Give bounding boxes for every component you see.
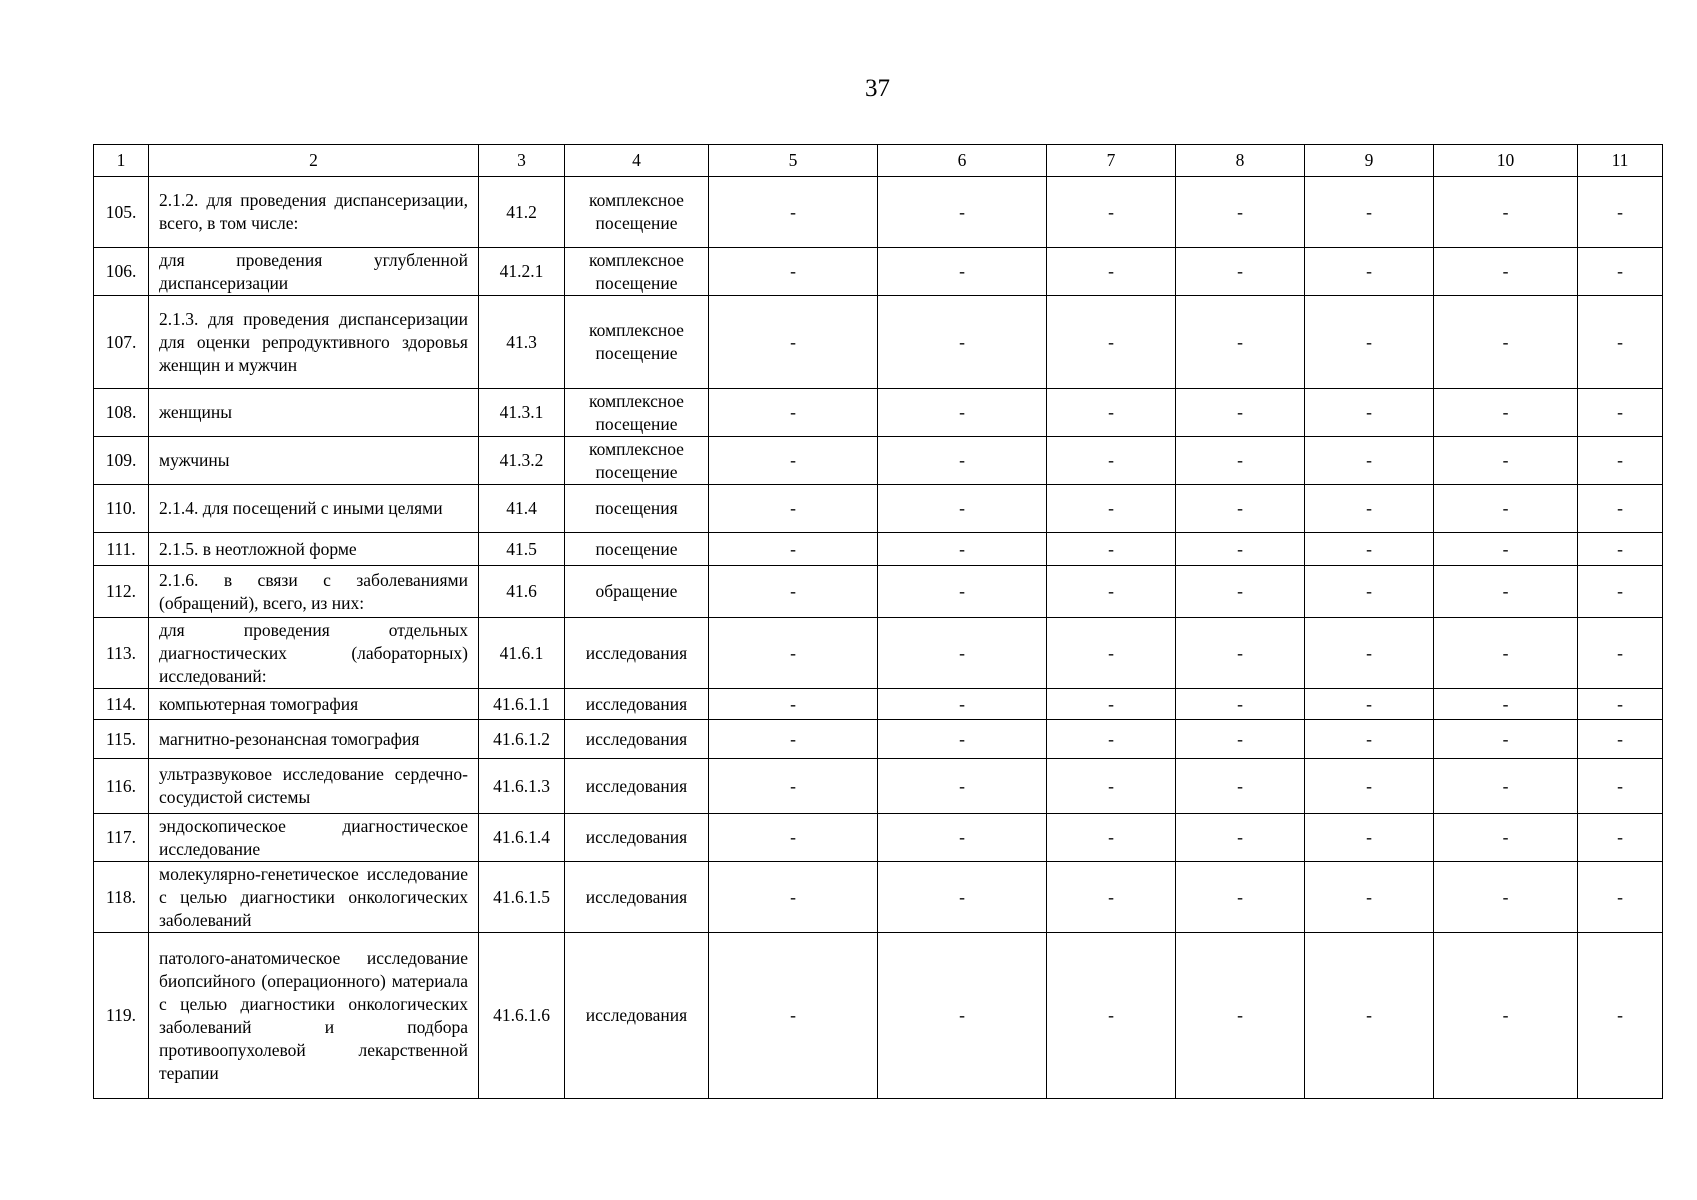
row-number-cell: 109. bbox=[94, 437, 149, 485]
value-cell-col-5: - bbox=[709, 296, 878, 389]
value-cell-col-11: - bbox=[1578, 862, 1663, 933]
value-cell-col-9: - bbox=[1305, 389, 1434, 437]
row-code-cell: 41.3.1 bbox=[479, 389, 565, 437]
table-row bbox=[94, 689, 1663, 720]
row-number-cell: 112. bbox=[94, 566, 149, 618]
value-cell-col-8: - bbox=[1176, 618, 1305, 689]
row-code-cell: 41.6.1.5 bbox=[479, 862, 565, 933]
value-cell-col-10: - bbox=[1434, 759, 1578, 814]
table-row bbox=[94, 566, 1663, 618]
indicator-name-cell: ультразвуковое исследование сердечно-сосудистой системы bbox=[149, 759, 479, 814]
row-number-cell: 119. bbox=[94, 933, 149, 1099]
value-cell-col-8: - bbox=[1176, 862, 1305, 933]
table-row bbox=[94, 814, 1663, 862]
table-row bbox=[94, 389, 1663, 437]
value-cell-col-10: - bbox=[1434, 720, 1578, 759]
value-cell-col-5: - bbox=[709, 720, 878, 759]
value-cell-col-11: - bbox=[1578, 933, 1663, 1099]
page-number: 37 bbox=[865, 75, 890, 102]
value-cell-col-7: - bbox=[1047, 933, 1176, 1099]
table-row bbox=[94, 296, 1663, 389]
row-code-cell: 41.6.1 bbox=[479, 618, 565, 689]
value-cell-col-9: - bbox=[1305, 296, 1434, 389]
value-cell-col-11: - bbox=[1578, 689, 1663, 720]
value-cell-col-5: - bbox=[709, 759, 878, 814]
value-cell-col-5: - bbox=[709, 485, 878, 533]
value-cell-col-6: - bbox=[878, 566, 1047, 618]
value-cell-col-7: - bbox=[1047, 296, 1176, 389]
unit-cell: комплексное посещение bbox=[565, 177, 709, 248]
row-number-cell: 106. bbox=[94, 248, 149, 296]
value-cell-col-11: - bbox=[1578, 177, 1663, 248]
value-cell-col-11: - bbox=[1578, 248, 1663, 296]
value-cell-col-6: - bbox=[878, 720, 1047, 759]
row-number-cell: 110. bbox=[94, 485, 149, 533]
indicator-name-cell: 2.1.5. в неотложной форме bbox=[149, 533, 479, 566]
value-cell-col-9: - bbox=[1305, 759, 1434, 814]
table-row bbox=[94, 248, 1663, 296]
value-cell-col-7: - bbox=[1047, 177, 1176, 248]
value-cell-col-10: - bbox=[1434, 814, 1578, 862]
value-cell-col-8: - bbox=[1176, 720, 1305, 759]
value-cell-col-7: - bbox=[1047, 814, 1176, 862]
table-row bbox=[94, 720, 1663, 759]
value-cell-col-5: - bbox=[709, 689, 878, 720]
value-cell-col-5: - bbox=[709, 389, 878, 437]
value-cell-col-6: - bbox=[878, 389, 1047, 437]
indicator-name-cell: 2.1.4. для посещений с иными целями bbox=[149, 485, 479, 533]
table-row bbox=[94, 437, 1663, 485]
value-cell-col-8: - bbox=[1176, 177, 1305, 248]
value-cell-col-6: - bbox=[878, 248, 1047, 296]
value-cell-col-9: - bbox=[1305, 485, 1434, 533]
value-cell-col-5: - bbox=[709, 933, 878, 1099]
value-cell-col-5: - bbox=[709, 618, 878, 689]
value-cell-col-8: - bbox=[1176, 296, 1305, 389]
value-cell-col-7: - bbox=[1047, 720, 1176, 759]
unit-cell: посещение bbox=[565, 533, 709, 566]
unit-cell: комплексное посещение bbox=[565, 389, 709, 437]
value-cell-col-11: - bbox=[1578, 437, 1663, 485]
value-cell-col-7: - bbox=[1047, 759, 1176, 814]
unit-cell: исследования bbox=[565, 720, 709, 759]
value-cell-col-10: - bbox=[1434, 862, 1578, 933]
row-code-cell: 41.6.1.6 bbox=[479, 933, 565, 1099]
table-body bbox=[94, 145, 1663, 1099]
column-header-6: 6 bbox=[878, 145, 1047, 177]
value-cell-col-11: - bbox=[1578, 533, 1663, 566]
value-cell-col-5: - bbox=[709, 814, 878, 862]
value-cell-col-10: - bbox=[1434, 933, 1578, 1099]
value-cell-col-7: - bbox=[1047, 618, 1176, 689]
column-header-2: 2 bbox=[149, 145, 479, 177]
row-code-cell: 41.6 bbox=[479, 566, 565, 618]
value-cell-col-11: - bbox=[1578, 296, 1663, 389]
data-table bbox=[93, 144, 1663, 1099]
value-cell-col-6: - bbox=[878, 296, 1047, 389]
value-cell-col-7: - bbox=[1047, 389, 1176, 437]
value-cell-col-8: - bbox=[1176, 437, 1305, 485]
value-cell-col-10: - bbox=[1434, 566, 1578, 618]
value-cell-col-11: - bbox=[1578, 759, 1663, 814]
value-cell-col-8: - bbox=[1176, 248, 1305, 296]
row-number-cell: 114. bbox=[94, 689, 149, 720]
value-cell-col-10: - bbox=[1434, 689, 1578, 720]
column-header-4: 4 bbox=[565, 145, 709, 177]
value-cell-col-6: - bbox=[878, 933, 1047, 1099]
row-code-cell: 41.6.1.4 bbox=[479, 814, 565, 862]
table-row bbox=[94, 533, 1663, 566]
unit-cell: комплексное посещение bbox=[565, 437, 709, 485]
value-cell-col-10: - bbox=[1434, 485, 1578, 533]
value-cell-col-10: - bbox=[1434, 437, 1578, 485]
row-code-cell: 41.2 bbox=[479, 177, 565, 248]
value-cell-col-11: - bbox=[1578, 814, 1663, 862]
value-cell-col-11: - bbox=[1578, 720, 1663, 759]
unit-cell: исследования bbox=[565, 862, 709, 933]
value-cell-col-6: - bbox=[878, 437, 1047, 485]
value-cell-col-9: - bbox=[1305, 814, 1434, 862]
unit-cell: исследования bbox=[565, 933, 709, 1099]
table-row bbox=[94, 177, 1663, 248]
row-code-cell: 41.6.1.1 bbox=[479, 689, 565, 720]
value-cell-col-6: - bbox=[878, 862, 1047, 933]
column-header-10: 10 bbox=[1434, 145, 1578, 177]
value-cell-col-7: - bbox=[1047, 437, 1176, 485]
row-number-cell: 105. bbox=[94, 177, 149, 248]
value-cell-col-5: - bbox=[709, 248, 878, 296]
indicator-name-cell: патолого-анатомическое исследование биопсийного (операционного) материала с целью диагностики онкологических заболеваний и подбора противоопухолевой лекарственной терапии bbox=[149, 933, 479, 1099]
value-cell-col-8: - bbox=[1176, 933, 1305, 1099]
column-header-7: 7 bbox=[1047, 145, 1176, 177]
value-cell-col-11: - bbox=[1578, 618, 1663, 689]
indicator-name-cell: эндоскопическое диагностическое исследование bbox=[149, 814, 479, 862]
value-cell-col-9: - bbox=[1305, 689, 1434, 720]
row-number-cell: 117. bbox=[94, 814, 149, 862]
value-cell-col-9: - bbox=[1305, 933, 1434, 1099]
column-header-11: 11 bbox=[1578, 145, 1663, 177]
row-code-cell: 41.4 bbox=[479, 485, 565, 533]
table-row bbox=[94, 759, 1663, 814]
value-cell-col-5: - bbox=[709, 566, 878, 618]
row-code-cell: 41.5 bbox=[479, 533, 565, 566]
row-number-cell: 118. bbox=[94, 862, 149, 933]
value-cell-col-10: - bbox=[1434, 389, 1578, 437]
unit-cell: обращение bbox=[565, 566, 709, 618]
value-cell-col-7: - bbox=[1047, 566, 1176, 618]
value-cell-col-10: - bbox=[1434, 177, 1578, 248]
column-header-8: 8 bbox=[1176, 145, 1305, 177]
column-header-1: 1 bbox=[94, 145, 149, 177]
indicator-name-cell: для проведения углубленной диспансеризации bbox=[149, 248, 479, 296]
indicator-name-cell: мужчины bbox=[149, 437, 479, 485]
row-number-cell: 113. bbox=[94, 618, 149, 689]
row-number-cell: 108. bbox=[94, 389, 149, 437]
row-code-cell: 41.2.1 bbox=[479, 248, 565, 296]
table-row bbox=[94, 933, 1663, 1099]
value-cell-col-8: - bbox=[1176, 814, 1305, 862]
value-cell-col-6: - bbox=[878, 618, 1047, 689]
value-cell-col-7: - bbox=[1047, 533, 1176, 566]
value-cell-col-6: - bbox=[878, 689, 1047, 720]
table-row bbox=[94, 862, 1663, 933]
column-header-3: 3 bbox=[479, 145, 565, 177]
value-cell-col-9: - bbox=[1305, 566, 1434, 618]
unit-cell: исследования bbox=[565, 618, 709, 689]
value-cell-col-8: - bbox=[1176, 689, 1305, 720]
indicator-name-cell: компьютерная томография bbox=[149, 689, 479, 720]
column-header-9: 9 bbox=[1305, 145, 1434, 177]
value-cell-col-6: - bbox=[878, 533, 1047, 566]
value-cell-col-9: - bbox=[1305, 437, 1434, 485]
value-cell-col-7: - bbox=[1047, 689, 1176, 720]
value-cell-col-9: - bbox=[1305, 862, 1434, 933]
header-row bbox=[94, 145, 1663, 177]
indicator-name-cell: молекулярно-генетическое исследование с целью диагностики онкологических заболеваний bbox=[149, 862, 479, 933]
row-code-cell: 41.6.1.2 bbox=[479, 720, 565, 759]
value-cell-col-9: - bbox=[1305, 533, 1434, 566]
row-number-cell: 115. bbox=[94, 720, 149, 759]
value-cell-col-5: - bbox=[709, 533, 878, 566]
indicator-name-cell: магнитно-резонансная томография bbox=[149, 720, 479, 759]
column-header-5: 5 bbox=[709, 145, 878, 177]
indicator-name-cell: 2.1.2. для проведения диспансеризации, всего, в том числе: bbox=[149, 177, 479, 248]
row-number-cell: 116. bbox=[94, 759, 149, 814]
unit-cell: исследования bbox=[565, 759, 709, 814]
row-number-cell: 111. bbox=[94, 533, 149, 566]
value-cell-col-8: - bbox=[1176, 759, 1305, 814]
value-cell-col-11: - bbox=[1578, 485, 1663, 533]
value-cell-col-8: - bbox=[1176, 389, 1305, 437]
indicator-name-cell: 2.1.3. для проведения диспансеризации для оценки репродуктивного здоровья женщин и мужчин bbox=[149, 296, 479, 389]
indicator-name-cell: для проведения отдельных диагностических (лабораторных) исследований: bbox=[149, 618, 479, 689]
value-cell-col-9: - bbox=[1305, 177, 1434, 248]
value-cell-col-8: - bbox=[1176, 566, 1305, 618]
value-cell-col-10: - bbox=[1434, 533, 1578, 566]
unit-cell: исследования bbox=[565, 689, 709, 720]
value-cell-col-7: - bbox=[1047, 485, 1176, 533]
indicator-name-cell: 2.1.6. в связи с заболеваниями (обращений), всего, из них: bbox=[149, 566, 479, 618]
table-row bbox=[94, 485, 1663, 533]
unit-cell: комплексное посещение bbox=[565, 296, 709, 389]
value-cell-col-6: - bbox=[878, 759, 1047, 814]
row-code-cell: 41.3 bbox=[479, 296, 565, 389]
table-row bbox=[94, 618, 1663, 689]
row-number-cell: 107. bbox=[94, 296, 149, 389]
value-cell-col-7: - bbox=[1047, 862, 1176, 933]
value-cell-col-9: - bbox=[1305, 720, 1434, 759]
unit-cell: исследования bbox=[565, 814, 709, 862]
value-cell-col-5: - bbox=[709, 437, 878, 485]
unit-cell: посещения bbox=[565, 485, 709, 533]
value-cell-col-11: - bbox=[1578, 566, 1663, 618]
indicator-name-cell: женщины bbox=[149, 389, 479, 437]
value-cell-col-8: - bbox=[1176, 533, 1305, 566]
value-cell-col-9: - bbox=[1305, 248, 1434, 296]
value-cell-col-6: - bbox=[878, 485, 1047, 533]
value-cell-col-10: - bbox=[1434, 618, 1578, 689]
value-cell-col-5: - bbox=[709, 862, 878, 933]
row-code-cell: 41.6.1.3 bbox=[479, 759, 565, 814]
row-code-cell: 41.3.2 bbox=[479, 437, 565, 485]
value-cell-col-6: - bbox=[878, 814, 1047, 862]
value-cell-col-6: - bbox=[878, 177, 1047, 248]
value-cell-col-11: - bbox=[1578, 389, 1663, 437]
value-cell-col-10: - bbox=[1434, 248, 1578, 296]
value-cell-col-8: - bbox=[1176, 485, 1305, 533]
value-cell-col-10: - bbox=[1434, 296, 1578, 389]
value-cell-col-9: - bbox=[1305, 618, 1434, 689]
value-cell-col-5: - bbox=[709, 177, 878, 248]
value-cell-col-7: - bbox=[1047, 248, 1176, 296]
unit-cell: комплексное посещение bbox=[565, 248, 709, 296]
